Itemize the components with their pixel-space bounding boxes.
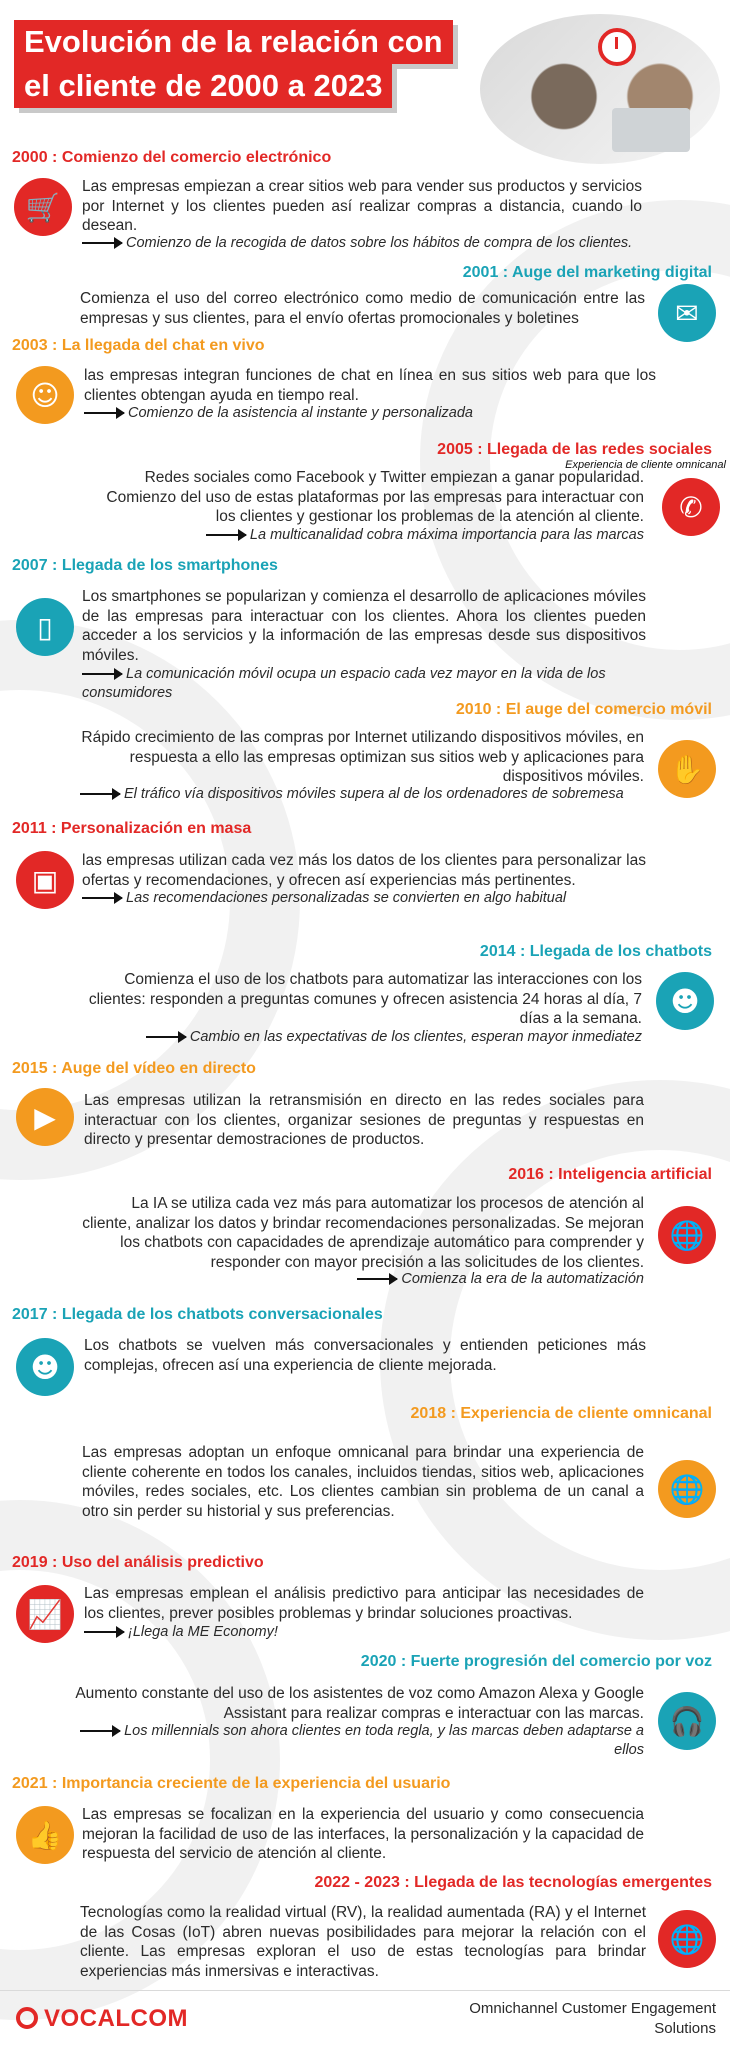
event-note-text: La multicanalidad cobra máxima importancia para las marcas bbox=[249, 527, 644, 543]
arrow-icon bbox=[206, 534, 246, 536]
globe-tech-icon: 🌐 bbox=[658, 1910, 716, 1968]
event-year: 2014 : Llegada de los chatbots bbox=[479, 943, 712, 960]
event-text: La IA se utiliza cada vez más para automatizar los procesos de atención al cliente, analizar los datos y brindar recomendaciones personalizadas. Se mejoran los chatbots con capacidades de aprendizaje automático para comprender y responder con mayor precisión a las solicitudes de los clientes. bbox=[82, 1195, 644, 1271]
arrow-icon bbox=[84, 412, 124, 414]
email-icon: ✉ bbox=[658, 284, 716, 342]
event-note-text: Comienza la era de la automatización bbox=[401, 1271, 644, 1287]
side-tag: Experiencia de cliente omnicanal bbox=[565, 459, 726, 471]
event-text: Redes sociales como Facebook y Twitter empiezan a ganar popularidad. Comienzo del uso de estas plataformas por las empresas para interactuar con los clientes y gestionar los problemas de la atención al cliente. bbox=[106, 469, 644, 525]
event-text: Las empresas empiezan a crear sitios web para vender sus productos y servicios por Internet y los clientes pueden así realizar compras a distancia, cuando lo desean. bbox=[82, 178, 642, 234]
event-year: 2016 : Inteligencia artificial bbox=[508, 1166, 712, 1183]
globe-screen-icon: 🌐 bbox=[658, 1206, 716, 1264]
event-text: Las empresas emplean el análisis predictivo para anticipar las necesidades de los clientes, prever posibles problemas y brindar soluciones proactivas. bbox=[84, 1585, 644, 1622]
event-year: 2019 : Uso del análisis predictivo bbox=[12, 1554, 264, 1571]
event-note-text: El tráfico vía dispositivos móviles supera al de los ordenadores de sobremesa bbox=[124, 786, 624, 802]
event-text: Los smartphones se popularizan y comienza el desarrollo de aplicaciones móviles de las empresas para interactuar con los clientes. Ahora los clientes pueden acceder a los servicios y la información de las empresas desde sus dispositivos móviles. bbox=[82, 588, 646, 664]
event-note-text: Cambio en las expectativas de los clientes, esperan mayor inmediatez bbox=[189, 1029, 642, 1045]
globe-network-icon: 🌐 bbox=[658, 1460, 716, 1518]
event-note bbox=[82, 889, 682, 908]
event-text: Los chatbots se vuelven más conversacionales y entienden peticiones más complejas, ofrecen así una experiencia de cliente mejorada. bbox=[84, 1337, 646, 1374]
arrow-icon bbox=[146, 1036, 186, 1038]
headset-agent-icon: ☺ bbox=[16, 366, 74, 424]
chatbot-icon: ☻ bbox=[656, 972, 714, 1030]
header bbox=[0, 0, 730, 150]
event-text: Tecnologías como la realidad virtual (RV), la realidad aumentada (RA) y el Internet de las Cosas (IoT) abren nuevas posibilidades para mejorar la relación con el cliente. Las empresas exploran el uso de estas tecnologías para brindar experiencias más inmersivas e interactivas. bbox=[80, 1904, 646, 1980]
arrow-icon bbox=[357, 1278, 397, 1280]
arrow-icon bbox=[82, 673, 122, 675]
video-stream-icon: ▶ bbox=[16, 1088, 74, 1146]
event-text: Rápido crecimiento de las compras por Internet utilizando dispositivos móviles, en respuesta a ello las empresas optimizan sus sitios web y aplicaciones para dispositivos móviles. bbox=[81, 729, 644, 785]
laptop-icon bbox=[612, 108, 690, 152]
event-year: 2011 : Personalización en masa bbox=[12, 820, 252, 837]
event-year: 2010 : El auge del comercio móvil bbox=[455, 701, 712, 718]
arrow-icon bbox=[84, 1631, 124, 1633]
event-note-text: Los millennials son ahora clientes en toda regla, y las marcas deben adaptarse a ellos bbox=[124, 1723, 644, 1758]
event-note bbox=[100, 1028, 642, 1047]
event-year: 2007 : Llegada de los smartphones bbox=[12, 557, 278, 574]
event-text: Las empresas utilizan la retransmisión en directo en las redes sociales para interactuar con los clientes, organizar sesiones de preguntas y respuestas en directo y presentar demostraciones de productos. bbox=[84, 1092, 644, 1148]
shopping-cart-icon: 🛒 bbox=[14, 178, 72, 236]
voice-assistant-icon: 🎧 bbox=[658, 1692, 716, 1750]
event-note-text: La comunicación móvil ocupa un espacio cada vez mayor en la vida de los consumidores bbox=[82, 666, 606, 701]
event-year: 2020 : Fuerte progresión del comercio por voz bbox=[360, 1653, 712, 1670]
mobile-shopping-icon: ✋ bbox=[658, 740, 716, 798]
event-note-text: Comienzo de la asistencia al instante y personalizada bbox=[128, 405, 473, 421]
event-year: 2015 : Auge del vídeo en directo bbox=[12, 1060, 256, 1077]
event-year: 2001 : Auge del marketing digital bbox=[462, 264, 712, 281]
event-note-text: Comienzo de la recogida de datos sobre los hábitos de compra de los clientes. bbox=[126, 235, 633, 251]
footer bbox=[0, 1990, 730, 2048]
event-note bbox=[84, 404, 684, 423]
event-text: Las empresas se focalizan en la experiencia del usuario y como consecuencia mejoran la facilidad de uso de las interfaces, la personalización y la capacidad de respuesta del servicio de atención al cliente. bbox=[82, 1806, 644, 1862]
event-year: 2005 : Llegada de las redes sociales bbox=[437, 441, 712, 458]
arrow-icon bbox=[82, 897, 122, 899]
event-year: 2022 - 2023 : Llegada de las tecnologías emergentes bbox=[314, 1874, 712, 1891]
chatbot-icon: ☻ bbox=[16, 1338, 74, 1396]
event-year: 2000 : Comienzo del comercio electrónico bbox=[12, 149, 332, 166]
footer-tagline bbox=[469, 1999, 716, 2039]
arrow-icon bbox=[80, 793, 120, 795]
event-note-text: Las recomendaciones personalizadas se convierten en algo habitual bbox=[126, 890, 567, 906]
event-text: las empresas integran funciones de chat en línea en sus sitios web para que los clientes obtengan ayuda en tiempo real. bbox=[84, 367, 656, 404]
event-year: 2017 : Llegada de los chatbots conversacionales bbox=[12, 1306, 383, 1323]
event-note bbox=[80, 785, 680, 804]
event-note bbox=[82, 234, 682, 253]
event-text: Aumento constante del uso de los asistentes de voz como Amazon Alexa y Google Assistant para realizar compras e interactuar con las marcas. bbox=[75, 1685, 644, 1722]
event-note bbox=[84, 1623, 644, 1642]
brand-name: VOCALCOM bbox=[44, 2005, 188, 2032]
event-year: 2018 : Experiencia de cliente omnicanal bbox=[410, 1405, 712, 1422]
page-title-line1: Evolución de la relación con bbox=[14, 20, 453, 64]
event-text: Las empresas adoptan un enfoque omnicanal para brindar una experiencia de cliente coherente en todos los canales, incluidos tiendas, sitios web, aplicaciones móviles, redes sociales, etc. Los clientes cambian sin problema de un canal a otro sin perder su historial y sus preferencias. bbox=[82, 1444, 644, 1520]
event-text: las empresas utilizan cada vez más los datos de los clientes para personalizar las ofertas y recomendaciones, y ofrecen así experiencias más pertinentes. bbox=[82, 852, 646, 889]
event-note-text: ¡Llega la ME Economy! bbox=[128, 1624, 278, 1640]
event-note bbox=[74, 1722, 644, 1760]
tagline-line1: Omnichannel Customer Engagement bbox=[469, 2000, 716, 2017]
event-text: Comienza el uso del correo electrónico como medio de comunicación entre las empresas y sus clientes, para el envío ofertas promocionales y boletines bbox=[80, 290, 645, 327]
clock-icon bbox=[598, 28, 636, 66]
event-year: 2003 : La llegada del chat en vivo bbox=[12, 337, 265, 354]
event-note bbox=[82, 665, 646, 703]
arrow-icon bbox=[80, 1730, 120, 1732]
growth-chart-icon: 📈 bbox=[16, 1585, 74, 1643]
vocalcom-logo bbox=[16, 2005, 188, 2033]
event-note bbox=[100, 526, 644, 545]
arrow-icon bbox=[82, 242, 122, 244]
event-text: Comienza el uso de los chatbots para automatizar las interacciones con los clientes: responden a preguntas comunes y ofrecen asistencia 24 horas al día, 7 días a la semana. bbox=[88, 971, 642, 1027]
event-note bbox=[200, 1270, 644, 1289]
phone-chat-icon: ✆ bbox=[662, 478, 720, 536]
logo-mark-icon bbox=[16, 2007, 38, 2029]
page-title-line2: el cliente de 2000 a 2023 bbox=[14, 64, 392, 108]
event-year: 2021 : Importancia creciente de la experiencia del usuario bbox=[12, 1775, 451, 1792]
package-icon: ▣ bbox=[16, 851, 74, 909]
tagline-line2: Solutions bbox=[654, 2020, 716, 2037]
thumbs-up-icon: 👍 bbox=[16, 1806, 74, 1864]
smartphone-icon: ▯ bbox=[16, 598, 74, 656]
